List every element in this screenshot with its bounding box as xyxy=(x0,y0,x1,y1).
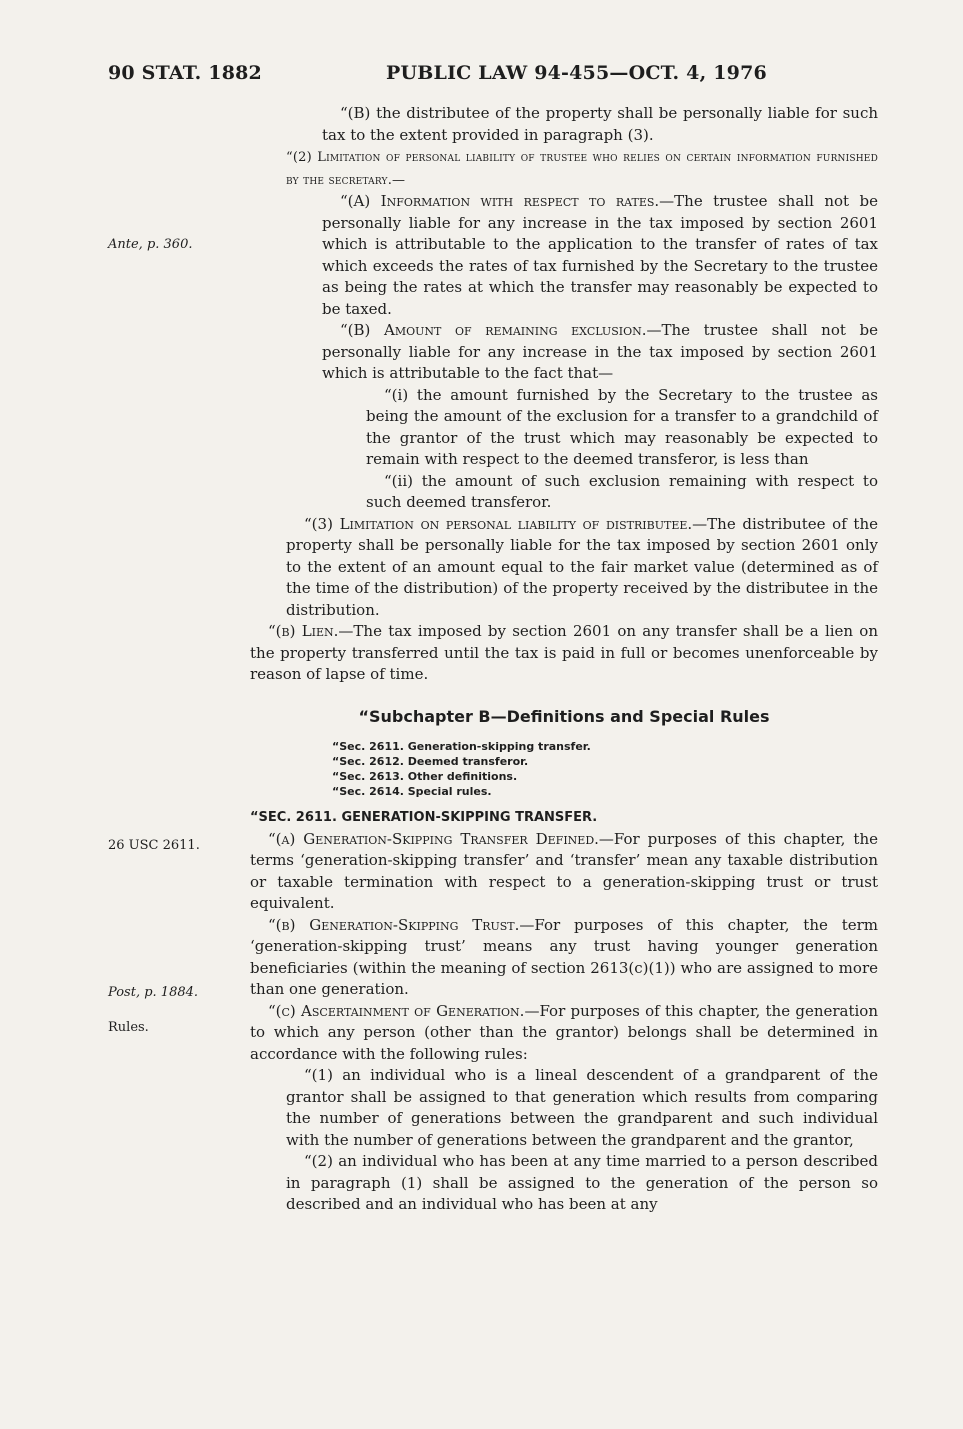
margin-note-post: Post, p. 1884. xyxy=(108,985,199,1000)
statute-page-number: 90 STAT. 1882 xyxy=(108,62,262,84)
paragraph-2-heading: “(2) Limitation of personal liability of trustee who relies on certain information furnished by the secretary.— xyxy=(286,150,878,188)
subsection-c: “(c) Ascertainment of Generation.—For purposes of this chapter, the generation to which any person (other than the grantor) belongs shall be determined in accordance with the following rules: xyxy=(250,1001,878,1063)
clause-ii: “(ii) the amount of such exclusion remaining with respect to such deemed transferor. xyxy=(366,471,878,511)
toc-item: “Sec. 2612. Deemed transferor. xyxy=(332,755,529,768)
clause-i: “(i) the amount furnished by the Secretary to the trustee as being the amount of the exclusion for a transfer to a grandchild of the grantor of the trust which may reasonably be expected to remain with respect to the deemed transferor, is less than xyxy=(366,385,878,468)
paragraph-a-rates: “(A) Information with respect to rates.—The trustee shall not be personally liable for any increase in the tax imposed by section 2601 which is attributable to the application to the transfer of rates of tax which exceeds the rates of tax furnished by the Secretary to the trustee as being the rates at which the transfer may reasonably be expected to be taxed. xyxy=(322,192,878,318)
table-of-sections xyxy=(250,739,878,799)
paragraph-b-remaining-exclusion: “(B) Amount of remaining exclusion.—The trustee shall not be personally liable for any increase in the tax imposed by section 2601 which is attributable to the fact that— xyxy=(322,321,878,382)
paragraph-3-distributee: “(3) Limitation on personal liability of distributee.—The distributee of the property shall be personally liable for the tax imposed by section 2601 only to the extent of an amount equal to the fair market value (determined as of the time of the distribution) of the property received by the distributee in the distribution. xyxy=(286,514,878,619)
toc-item: “Sec. 2611. Generation-skipping transfer. xyxy=(332,740,591,753)
margin-note-ante: Ante, p. 360. xyxy=(108,237,193,252)
subsection-b-lien: “(b) Lien.—The tax imposed by section 2601 on any transfer shall be a lien on the property transferred until the tax is paid in full or becomes unenforceable by reason of lapse of time. xyxy=(250,622,878,683)
margin-note-usc: 26 USC 2611. xyxy=(108,838,200,853)
margin-note-rules: Rules. xyxy=(108,1020,149,1035)
subchapter-title: “Subchapter B—Definitions and Special Rules xyxy=(358,706,770,726)
subsection-a: “(a) Generation-Skipping Transfer Defined.—For purposes of this chapter, the terms ‘generation-skipping transfer’ and ‘transfer’ mean any taxable distribution or taxable termination with respect to a generation-skipping trust or trust equivalent. xyxy=(250,829,878,912)
public-law-header: PUBLIC LAW 94-455—OCT. 4, 1976 xyxy=(386,62,767,84)
rule-1: “(1) an individual who is a lineal descendent of a grandparent of the grantor shall be assigned to that generation which results from comparing the number of generations between the grandparent and such individual with the number of generations between the grandparent and the grantor, xyxy=(286,1066,878,1149)
paragraph-b-distributee: “(B) the distributee of the property shall be personally liable for such tax to the extent provided in paragraph (3). xyxy=(322,104,878,144)
statute-text xyxy=(250,103,878,1216)
subsection-b: “(b) Generation-Skipping Trust.—For purposes of this chapter, the term ‘generation-skipping trust’ means any trust having younger generation beneficiaries (within the meaning of section 2613(c)(1)) who are assigned to more than one generation. xyxy=(250,915,878,998)
section-heading: “SEC. 2611. GENERATION-SKIPPING TRANSFER. xyxy=(250,810,598,825)
toc-item: “Sec. 2613. Other definitions. xyxy=(332,770,518,783)
rule-2: “(2) an individual who has been at any time married to a person described in paragraph (1) shall be assigned to the generation of the person so described and an individual who has been at any xyxy=(286,1152,878,1213)
toc-item: “Sec. 2614. Special rules. xyxy=(332,785,492,798)
